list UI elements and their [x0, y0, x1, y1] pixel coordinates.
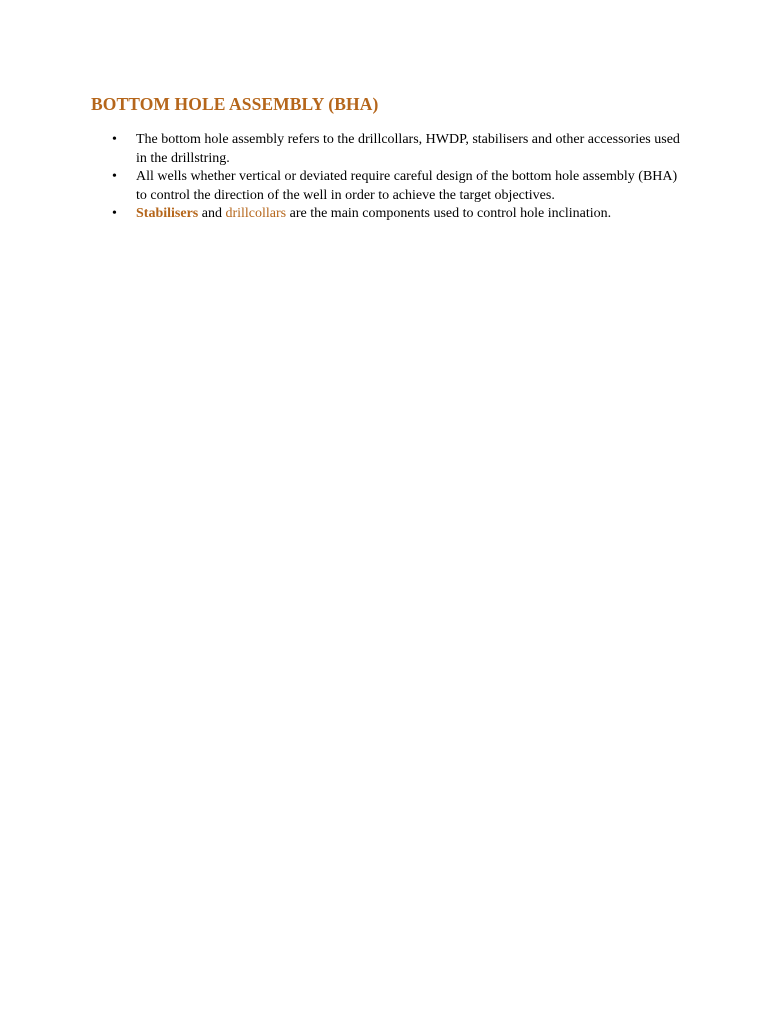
bullet-icon: •	[112, 169, 117, 184]
bullet-text-connector: and	[198, 206, 226, 221]
term-stabilisers: Stabilisers	[136, 206, 199, 221]
bullet-text: are the main components used to control hole inclination.	[286, 206, 612, 221]
section-heading: BOTTOM HOLE ASSEMBLY (BHA)	[91, 94, 379, 114]
list-item	[0, 168, 768, 205]
term-drillcollars: drillcollars	[225, 206, 287, 221]
bullet-icon: •	[112, 206, 117, 221]
bullet-text: All wells whether vertical or deviated require careful design of the bottom hole assembly (BHA) to control the direction of the well in order to achieve the target objectives.	[136, 169, 678, 203]
bullet-list	[0, 131, 768, 224]
list-item	[0, 205, 768, 224]
list-item	[0, 131, 768, 168]
bullet-text: The bottom hole assembly refers to the drillcollars, HWDP, stabilisers and other accessories used in the drillstring.	[136, 132, 680, 166]
bullet-icon: •	[112, 132, 117, 147]
